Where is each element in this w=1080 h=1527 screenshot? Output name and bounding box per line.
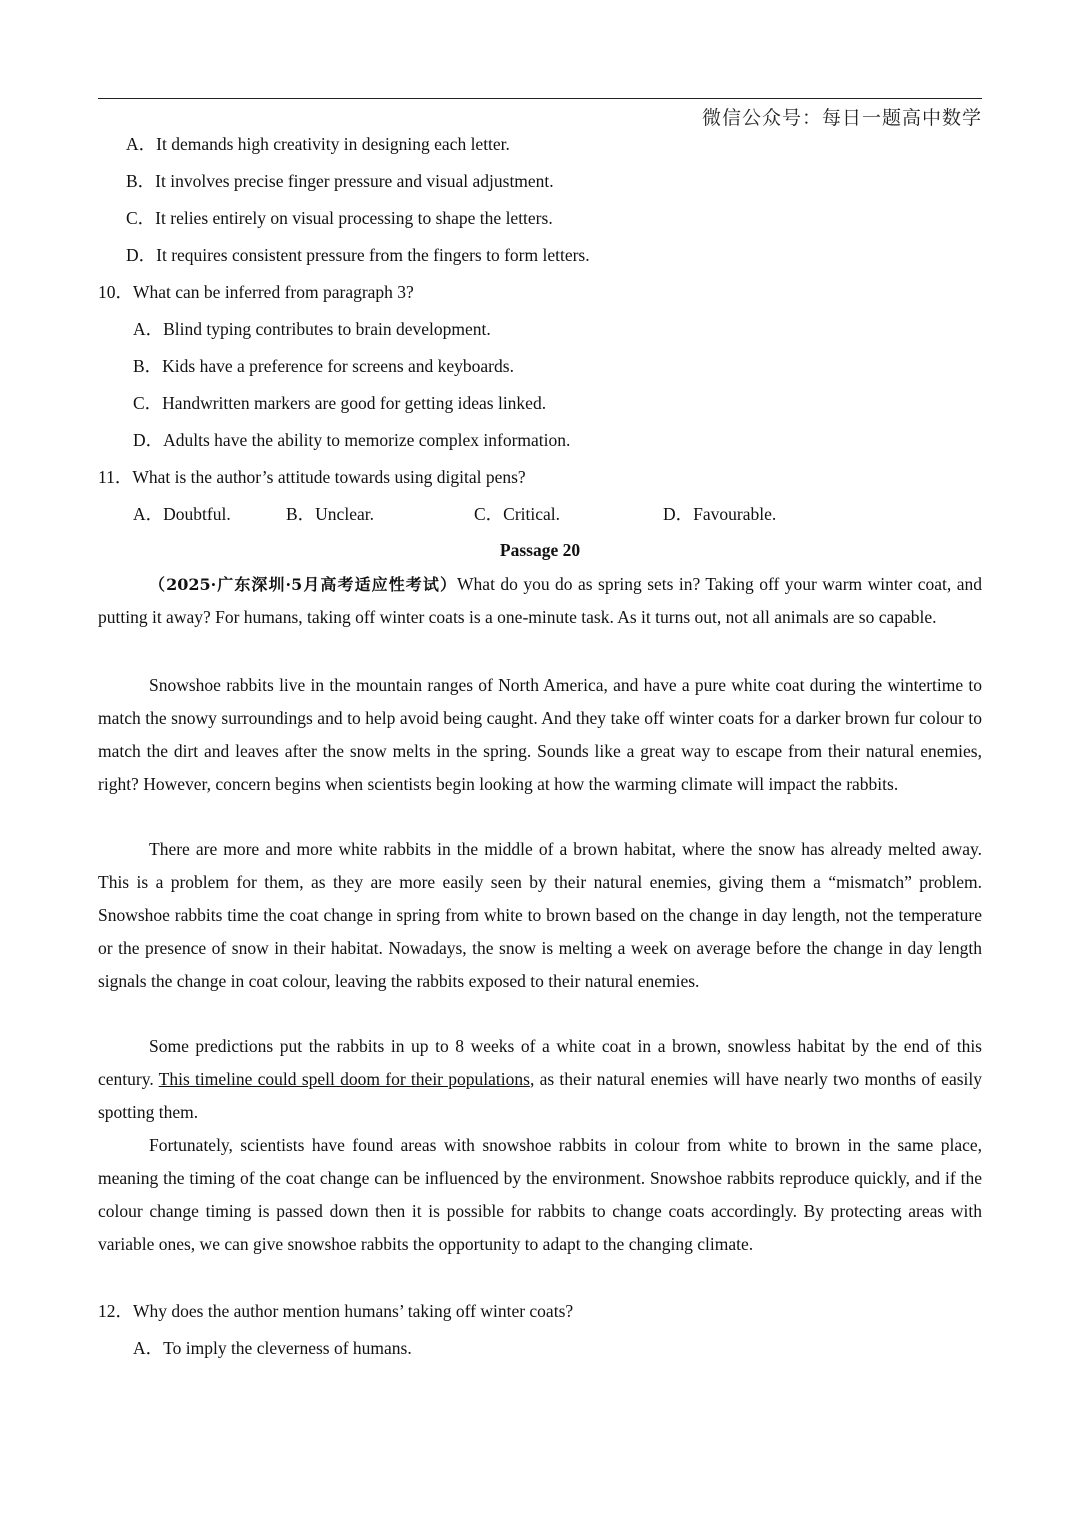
- passage-title: Passage 20: [499, 540, 581, 560]
- q9-option-a: A．It demands high creativity in designing each letter.: [126, 134, 510, 154]
- q11-option-c: C．Critical.: [474, 504, 561, 524]
- q10-option-d: D．Adults have the ability to memorize complex information.: [133, 430, 571, 450]
- q11-option-b: B．Unclear.: [286, 504, 374, 524]
- q11-option-a: A．Doubtful.: [133, 504, 231, 524]
- passage-paragraph-2: Snowshoe rabbits live in the mountain ranges of North America, and have a pure white coat during the wintertime to match the snowy surroundings and to help avoid being caught. And they take off winter coats for a darker brown fur colour to match the dirt and leaves after the snow melts in the spring. Sounds like a great way to escape from their natural enemies, right? However, concern begins when scientists begin looking at how the warming climate will impact the rabbits.: [98, 675, 982, 794]
- q9-option-c: C．It relies entirely on visual processing to shape the letters.: [126, 208, 553, 228]
- q12-stem: 12．Why does the author mention humans’ taking off winter coats?: [98, 1301, 574, 1321]
- passage-source: （2025·广东深圳·5月高考适应性考试）: [149, 575, 458, 594]
- q11-option-d: D．Favourable.: [663, 504, 777, 524]
- passage-paragraph-3: There are more and more white rabbits in the middle of a brown habitat, where the snow has already melted away. This is a problem for them, as they are more easily seen by their natural enemies, giving them a “mismatch” problem. Snowshoe rabbits time the coat change in spring from white to brown based on the change in day length, not the temperature or the presence of snow in their habitat. Nowadays, the snow is melting a week on average before the change in day length signals the change in coat colour, leaving the rabbits exposed to their natural enemies.: [98, 839, 982, 991]
- q9-option-d: D．It requires consistent pressure from the fingers to form letters.: [126, 245, 590, 265]
- passage-paragraph-4: Some predictions put the rabbits in up to 8 weeks of a white coat in a brown, snowless habitat by the end of this century. This timeline could spell doom for their populations, as their natural enemies will have nearly two months of easily spotting them.: [98, 1036, 982, 1122]
- q11-options: [0, 503, 1080, 525]
- q9-option-b: B．It involves precise finger pressure and visual adjustment.: [126, 171, 554, 191]
- q10-option-c: C．Handwritten markers are good for getting ideas linked.: [133, 393, 547, 413]
- passage-paragraph-1: （2025·广东深圳·5月高考适应性考试）What do you do as spring sets in? Taking off your warm winter coat, and putting it away? For humans, taking off winter coats is a one-minute task. As it turns out, not all animals are so capable.: [98, 574, 982, 627]
- passage-paragraph-5: Fortunately, scientists have found areas with snowshoe rabbits in colour from white to brown in the same place, meaning the timing of the coat change can be influenced by the environment. Snowshoe rabbits reproduce quickly, and if the colour change timing is passed down then it is possible for rabbits to change coats accordingly. By protecting areas with variable ones, we can give snowshoe rabbits the opportunity to adapt to the changing climate.: [98, 1135, 982, 1254]
- q10-option-a: A．Blind typing contributes to brain development.: [133, 319, 491, 339]
- q10-stem: 10．What can be inferred from paragraph 3?: [98, 282, 414, 302]
- q11-stem: 11．What is the author’s attitude towards using digital pens?: [98, 467, 526, 487]
- header-watermark: 微信公众号：每日一题高中数学: [701, 107, 982, 129]
- q12-option-a: A．To imply the cleverness of humans.: [133, 1338, 412, 1358]
- underlined-sentence: This timeline could spell doom for their populations: [158, 1069, 530, 1089]
- header-rule: [98, 98, 982, 99]
- q10-option-b: B．Kids have a preference for screens and keyboards.: [133, 356, 514, 376]
